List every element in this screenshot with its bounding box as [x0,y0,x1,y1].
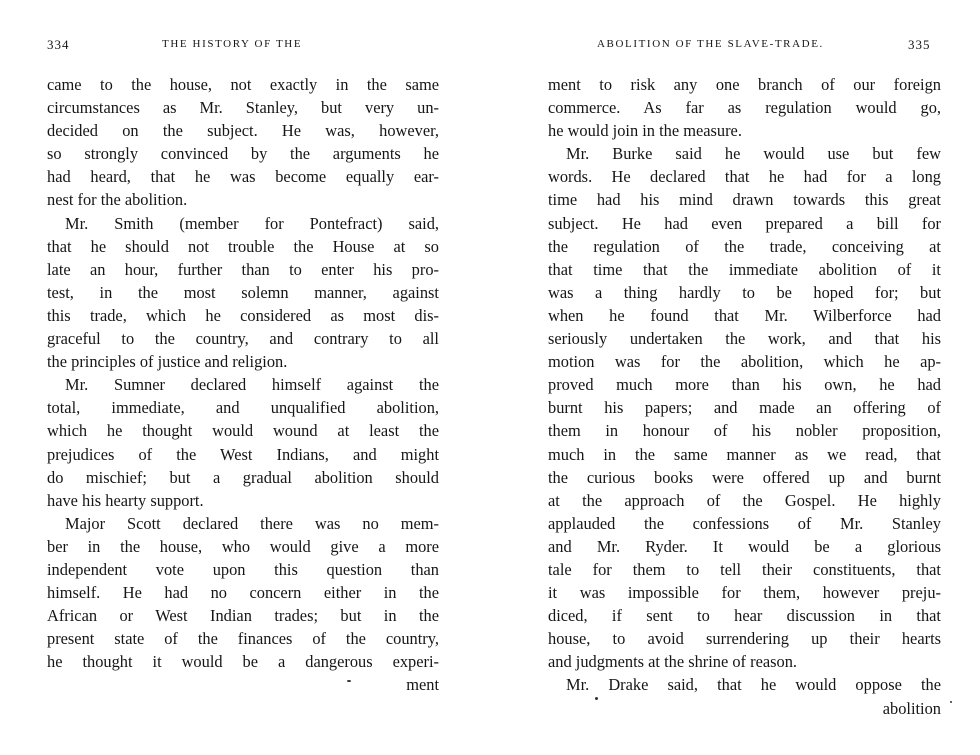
text-line: seriously undertaken the work, and that his [548,329,941,349]
ink-speck [347,680,351,682]
page-number-left: 334 [47,37,70,52]
text-line: subject. He had even prepared a bill for [548,213,941,233]
paragraph-start-line: Mr. Burke said he would use but few [566,144,941,164]
text-line: that time that the immediate abolition of it [548,259,941,279]
text-line: house, to avoid surrendering up their hearts [548,629,941,649]
text-line: total, immediate, and unqualified abolition, [47,398,439,418]
text-line: came to the house, not exactly in the same [47,75,439,94]
text-line: them in honour of his nobler proposition, [548,421,941,441]
text-line: nest for the abolition. [47,190,188,210]
text-line: applauded the confessions of Mr. Stanley [548,513,941,533]
text-line: he would join in the measure. [548,121,742,141]
paragraph-start-line: Mr. Smith (member for Pontefract) said, [65,213,439,233]
text-line: do mischief; but a gradual abolition should [47,467,439,487]
text-line: late an hour, further than to enter his pro- [47,259,439,279]
paragraph-start-line: Major Scott declared there was no mem- [65,513,439,533]
left-page-text [47,73,439,697]
text-line: the curious books were offered up and burnt [548,467,941,487]
ink-speck [595,697,598,700]
right-page [500,0,980,755]
text-line: and judgments at the shrine of reason. [548,652,797,672]
text-line: he thought it would be a dangerous experi- [47,652,439,672]
text-line: proved much more than his own, he had [548,375,941,395]
text-line: diced, if sent to hear discussion in that [548,606,941,626]
catchword: ment [406,675,439,695]
text-line: so strongly convinced by the arguments he [47,144,439,164]
left-page [0,0,480,755]
text-line: time had his mind drawn towards this great [548,190,941,210]
ink-speck [950,701,952,703]
text-line: have his hearty support. [47,490,204,510]
text-line: words. He declared that he had for a long [548,167,941,187]
text-line: present state of the finances of the country, [47,629,439,649]
text-line: commerce. As far as regulation would go, [548,98,941,118]
text-line: graceful to the country, and contrary to all [47,329,439,349]
text-line: prejudices of the West Indians, and might [47,444,439,464]
text-line: circumstances as Mr. Stanley, but very un- [47,98,439,118]
text-line: decided on the subject. He was, however, [47,121,439,141]
text-line: ber in the house, who would give a more [47,536,439,556]
catchword: abolition [882,698,941,718]
text-line: motion was for the abolition, which he ap- [548,352,941,372]
text-line: independent vote upon this question than [47,559,439,579]
paragraph-start-line: Mr. Drake said, that he would oppose the [566,675,941,695]
page-number-right: 335 [908,37,931,52]
paragraph-start-line: Mr. Sumner declared himself against the [65,375,439,395]
text-line: the regulation of the trade, conceiving at [548,236,941,256]
text-line: tale for them to tell their constituents, that [548,559,941,579]
text-line: that he should not trouble the House at so [47,236,439,256]
text-line: had heard, that he was become equally ear- [47,167,439,187]
text-line: ment to risk any one branch of our foreign [548,75,941,94]
text-line: was a thing hardly to be hoped for; but [548,282,941,302]
text-line: and Mr. Ryder. It would be a glorious [548,536,941,556]
text-line: test, in the most solemn manner, against [47,282,439,302]
text-line: it was impossible for them, however preju- [548,583,941,603]
running-head-left: THE HISTORY OF THE [162,38,303,50]
text-line: at the approach of the Gospel. He highly [548,490,941,510]
text-line: the principles of justice and religion. [47,352,288,372]
text-line: which he thought would wound at least the [47,421,439,441]
text-line: when he found that Mr. Wilberforce had [548,305,941,325]
text-line: this trade, which he considered as most dis- [47,305,439,325]
running-head-right: ABOLITION OF THE SLAVE-TRADE. [597,38,824,50]
text-line: burnt his papers; and made an offering of [548,398,941,418]
text-line: much in the same manner as we read, that [548,444,941,464]
text-line: African or West Indian trades; but in the [47,606,439,626]
right-page-text [548,73,941,720]
text-line: himself. He had no concern either in the [47,583,439,603]
